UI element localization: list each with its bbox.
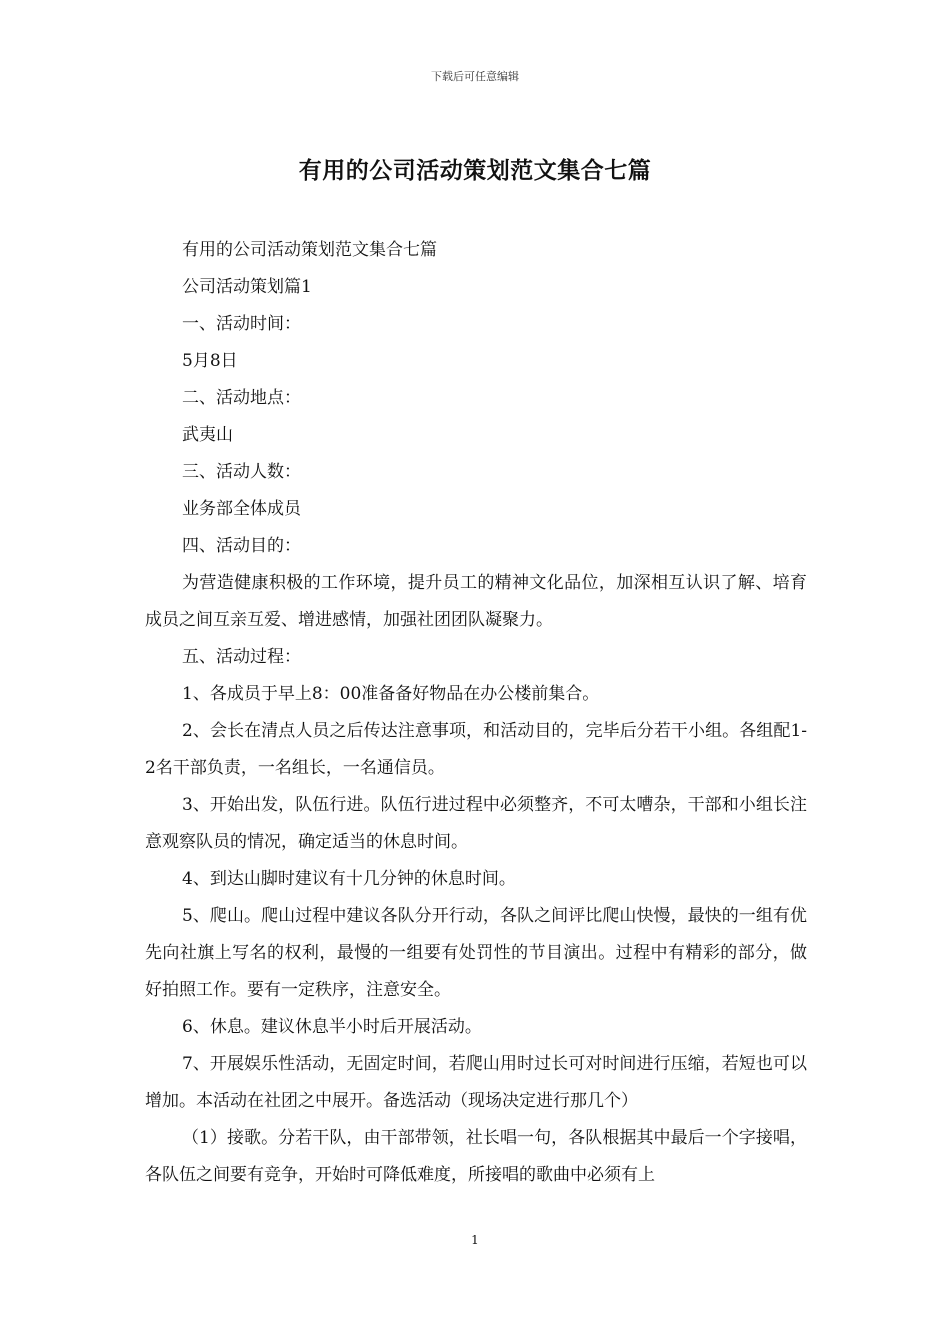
paragraph: （1）接歌。分若干队，由干部带领，社长唱一句，各队根据其中最后一个字接唱，各队伍之间要有竞争，开始时可降低难度，所接唱的歌曲中必须有上 bbox=[145, 1128, 807, 1185]
paragraph: 6、休息。建议休息半小时后开展活动。 bbox=[182, 1017, 482, 1037]
paragraph: 5、爬山。爬山过程中建议各队分开行动，各队之间评比爬山快慢，最快的一组有优先向社旗上写名的权利，最慢的一组要有处罚性的节目演出。过程中有精彩的部分，做好拍照工作。要有一定秩序，注意安全。 bbox=[145, 906, 807, 1000]
paragraph: 2、会长在清点人员之后传达注意事项，和活动目的，完毕后分若干小组。各组配1-2名干部负责，一名组长，一名通信员。 bbox=[145, 721, 807, 778]
page-number: 1 bbox=[471, 1233, 479, 1247]
paragraph: 公司活动策划篇1 bbox=[182, 277, 312, 297]
paragraph: 为营造健康积极的工作环境，提升员工的精神文化品位，加深相互认识了解、培育成员之间互亲互爱、增进感情，加强社团团队凝聚力。 bbox=[145, 573, 807, 630]
paragraph: 业务部全体成员 bbox=[182, 499, 301, 519]
paragraph: 有用的公司活动策划范文集合七篇 bbox=[182, 240, 437, 260]
paragraph: 三、活动人数： bbox=[182, 462, 301, 482]
paragraph: 二、活动地点： bbox=[182, 388, 301, 408]
paragraph: 1、各成员于早上8：00准备备好物品在办公楼前集合。 bbox=[182, 684, 600, 704]
paragraph: 五、活动过程： bbox=[182, 647, 301, 667]
paragraph: 四、活动目的： bbox=[182, 536, 301, 556]
paragraph: 3、开始出发，队伍行进。队伍行进过程中必须整齐，不可太嘈杂，干部和小组长注意观察队员的情况，确定适当的休息时间。 bbox=[145, 795, 807, 852]
paragraph: 4、到达山脚时建议有十几分钟的休息时间。 bbox=[182, 869, 516, 889]
document-title: 有用的公司活动策划范文集合七篇 bbox=[298, 157, 652, 184]
paragraph: 7、开展娱乐性活动，无固定时间，若爬山用时过长可对时间进行压缩，若短也可以增加。本活动在社团之中展开。备选活动（现场决定进行那几个） bbox=[145, 1054, 807, 1111]
paragraph: 一、活动时间： bbox=[182, 314, 301, 334]
document-body bbox=[145, 232, 807, 1194]
paragraph: 5月8日 bbox=[182, 351, 238, 371]
header-note: 下载后可任意编辑 bbox=[431, 70, 519, 83]
paragraph: 武夷山 bbox=[182, 425, 233, 445]
